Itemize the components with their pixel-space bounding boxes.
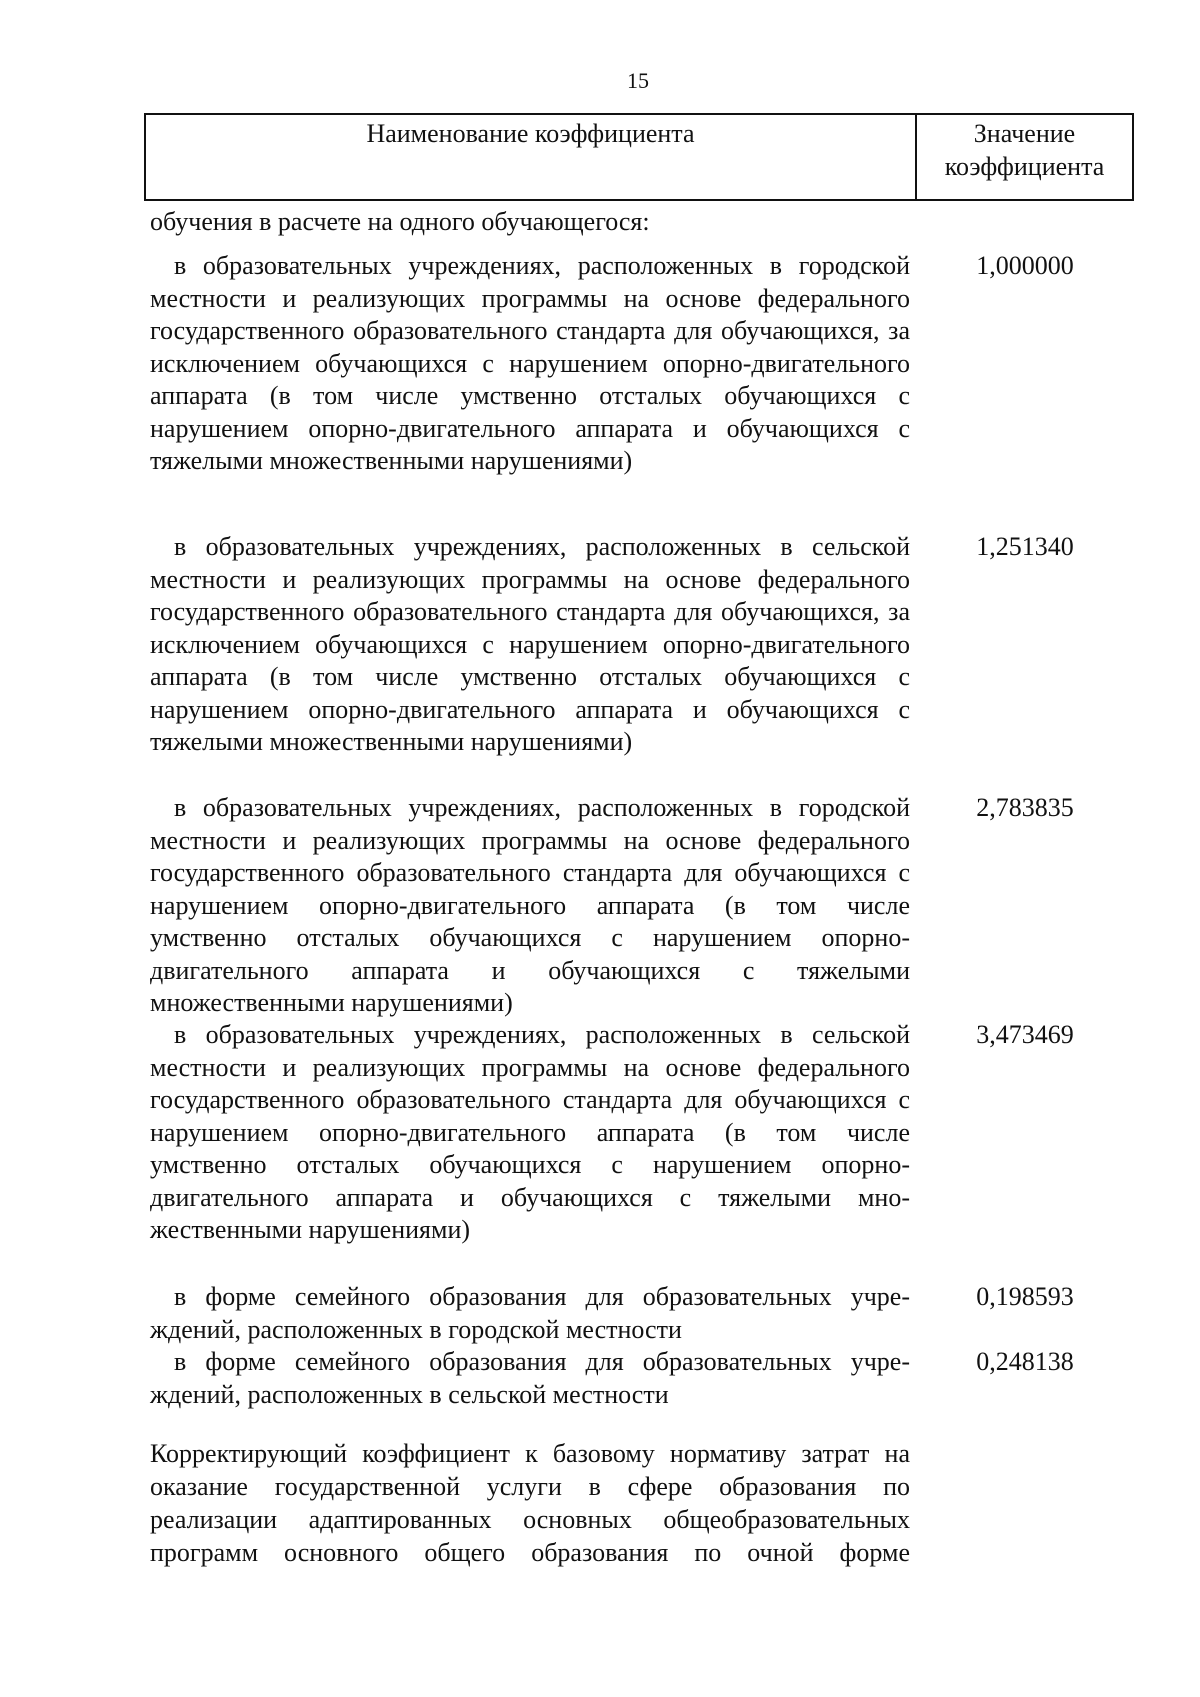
column-header-value: [917, 115, 1132, 199]
column-header-value-line1: Значение: [973, 119, 1076, 148]
coefficient-description: в форме семейного образования для образовательных учреждений, расположенных в городской местности: [150, 1282, 910, 1344]
table-row: [150, 1346, 1140, 1411]
coefficient-value: 3,473469: [976, 1020, 1074, 1049]
coefficient-description: в форме семейного образования для образовательных учреждений, расположенных в сельской местности: [150, 1347, 910, 1409]
coefficient-value: 0,248138: [976, 1347, 1074, 1376]
column-header-value-line2: коэффициента: [944, 152, 1105, 181]
table-row: [150, 531, 1140, 759]
coefficient-description: в образовательных учреждениях, расположенных в городской местности и реализующих программы на основе федерального государственного образовательного стандарта для обучающихся, за исключением обучающихся с нарушением опорно-двигательного аппарата (в том числе умственно отсталых обучающихся с нарушением опорно-двигательного аппарата и обучающихся с тяжелыми множественными нарушениями): [150, 251, 910, 475]
table-row: [150, 792, 1140, 1020]
coefficient-value: 0,198593: [976, 1282, 1074, 1311]
table-header: [144, 113, 1134, 201]
coefficient-value: 1,251340: [976, 532, 1074, 561]
table-row: [150, 250, 1140, 478]
coefficient-description: в образовательных учреждениях, расположенных в сельской местности и реализующих программы на основе федерального государственного образовательного стандарта для обучающихся, за исключением обучающихся с нарушением опорно-двигательного аппарата (в том числе умственно отсталых обучающихся с нарушением опорно-двигательного аппарата и обучающихся с тяжелыми множественными нарушениями): [150, 532, 910, 756]
closing-paragraph: Корректирующий коэффициент к базовому нормативу затрат на оказание государственной услуги в сфере образования по реализации адаптированных основных общеобразовательных программ основного общего образования по очной форме: [150, 1439, 910, 1567]
coefficient-value: 1,000000: [976, 251, 1074, 280]
column-header-name: Наименование коэффициента: [146, 115, 917, 199]
coefficient-value: 2,783835: [976, 793, 1074, 822]
table-row: [150, 1019, 1140, 1247]
coefficient-description: в образовательных учреждениях, расположенных в городской местности и реализующих программы на основе федерального государственного образовательного стандарта для обучающихся с нарушением опорно-двигательного аппарата (в том числе умственно отсталых обучающихся с нарушением опорно-двигательного аппарата и обучающихся с тяжелыми множественными нарушениями): [150, 793, 910, 1017]
table-row: [150, 1281, 1140, 1346]
coefficient-description: в образовательных учреждениях, расположенных в сельской местности и реализующих программы на основе федерального государственного образовательного стандарта для обучающихся с нарушением опорно-двигательного аппарата (в том числе умственно отсталых обучающихся с нарушением опорно-двигательного аппарата и обучающихся с тяжелыми множественными нарушениями): [150, 1020, 910, 1244]
intro-text: обучения в расчете на одного обучающегося:: [150, 207, 650, 236]
page-number: 15: [627, 68, 649, 93]
